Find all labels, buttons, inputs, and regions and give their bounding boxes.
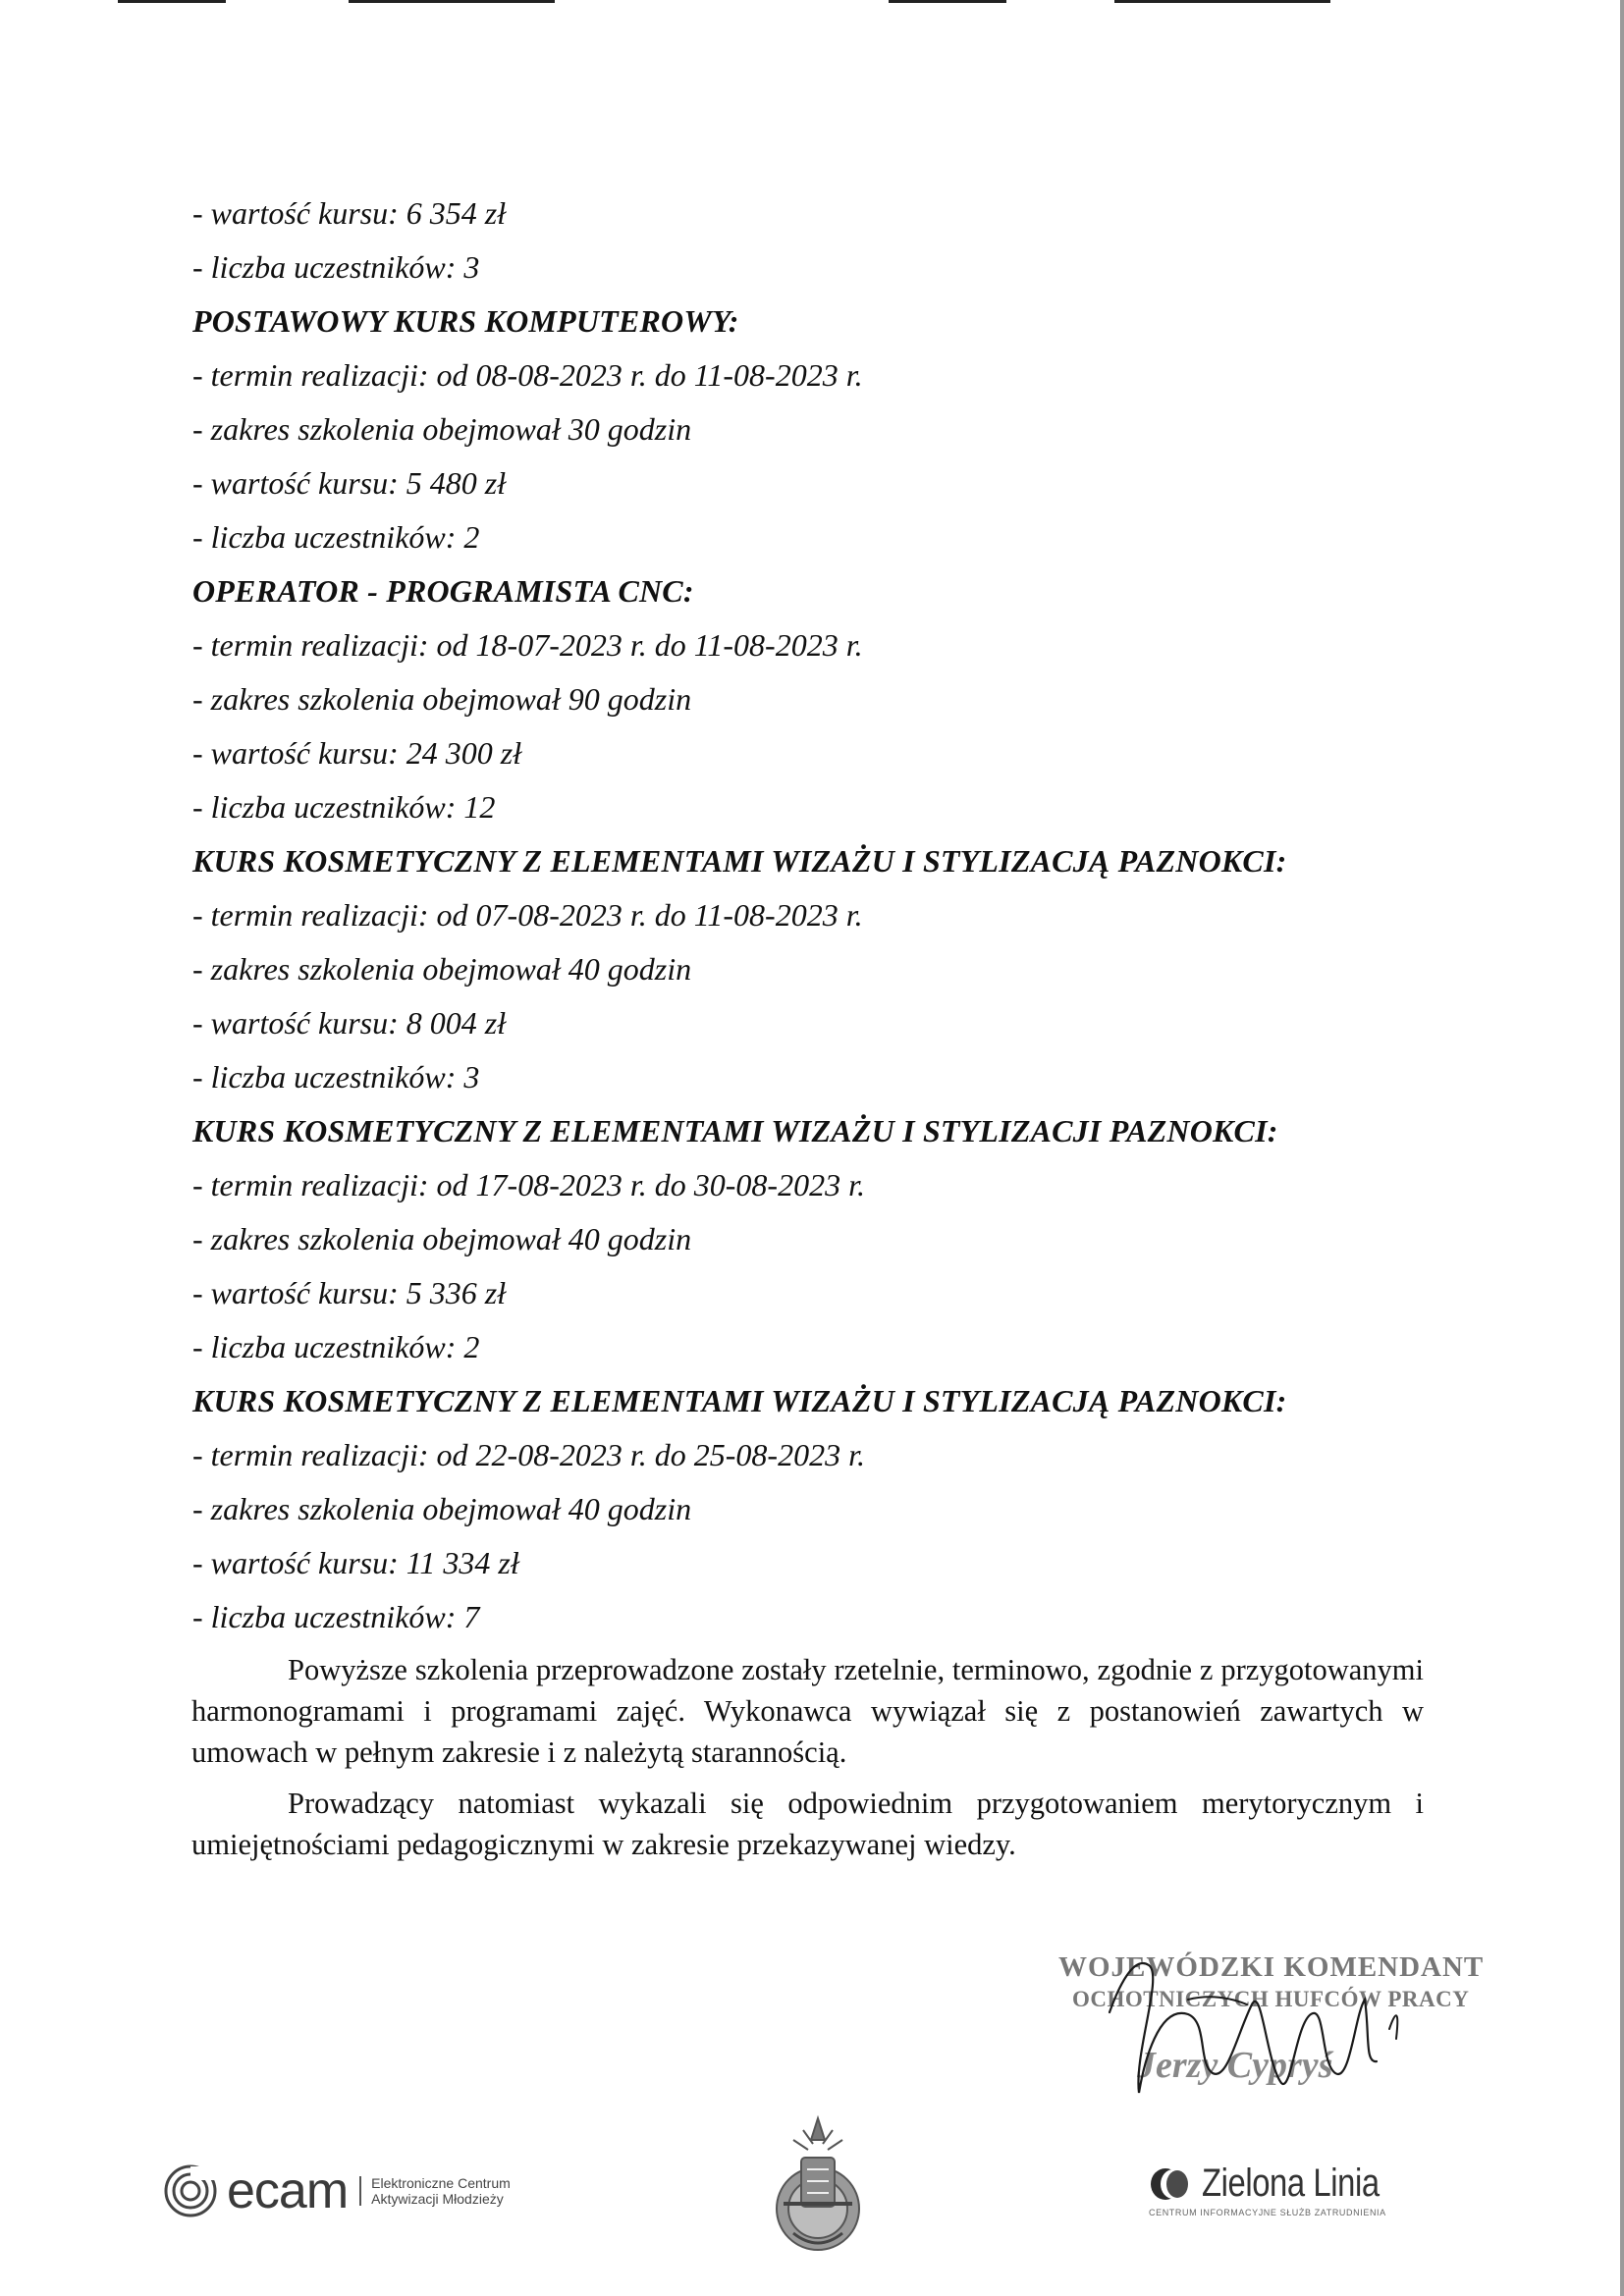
official-stamp: [1041, 1946, 1485, 2103]
course-detail-line: - zakres szkolenia obejmował 40 godzin: [192, 951, 692, 987]
course-detail-line: - wartość kursu: 5 336 zł: [192, 1275, 507, 1310]
course-detail-line: - liczba uczestników: 3: [192, 1059, 480, 1095]
stamp-subtitle: OCHOTNICZYCH HUFCÓW PRACY: [1072, 1987, 1470, 2011]
scan-top-rule: [349, 0, 555, 3]
course-heading: KURS KOSMETYCZNY Z ELEMENTAMI WIZAŻU I STYLIZACJI PAZNOKCI:: [192, 1113, 1278, 1148]
stamp-title: WOJEWÓDZKI KOMENDANT: [1058, 1951, 1485, 1983]
ecam-subtitle-line2: Aktywizacji Młodzieży: [371, 2191, 504, 2207]
course-detail-line: - zakres szkolenia obejmował 30 godzin: [192, 411, 692, 447]
course-heading: KURS KOSMETYCZNY Z ELEMENTAMI WIZAŻU I STYLIZACJĄ PAZNOKCI:: [192, 843, 1287, 879]
course-detail-line: - liczba uczestników: 12: [192, 789, 496, 825]
ecam-separator: [359, 2176, 361, 2206]
handwritten-signature: [1041, 1946, 1434, 2103]
course-detail-line: - wartość kursu: 5 480 zł: [192, 465, 507, 501]
course-heading: POSTAWOWY KURS KOMPUTEROWY:: [192, 303, 739, 339]
course-detail-line: - liczba uczestników: 2: [192, 519, 480, 555]
course-detail-line: - termin realizacji: od 22-08-2023 r. do 25-08-2023 r.: [192, 1437, 865, 1472]
zielona-linia-logo: [1149, 2162, 1418, 2217]
scan-top-rule: [889, 0, 1006, 3]
zielona-linia-wordmark: Zielona Linia: [1202, 2162, 1380, 2205]
zielona-linia-icon: [1149, 2164, 1194, 2204]
course-list: [192, 192, 1439, 1650]
page-footer: [0, 2101, 1624, 2296]
course-detail-line: - termin realizacji: od 08-08-2023 r. do 11-08-2023 r.: [192, 357, 863, 393]
course-detail-line: - zakres szkolenia obejmował 90 godzin: [192, 681, 692, 717]
course-heading: OPERATOR - PROGRAMISTA CNC:: [192, 573, 694, 609]
scan-top-rule: [118, 0, 226, 3]
course-detail-line: - zakres szkolenia obejmował 40 godzin: [192, 1491, 692, 1526]
ecam-logo: [162, 2162, 511, 2220]
course-detail-line: - wartość kursu: 6 354 zł: [192, 195, 507, 231]
scan-top-rule: [1114, 0, 1330, 3]
ecam-subtitle-line1: Elektroniczne Centrum: [371, 2175, 511, 2191]
course-heading: KURS KOSMETYCZNY Z ELEMENTAMI WIZAŻU I STYLIZACJĄ PAZNOKCI:: [192, 1383, 1287, 1418]
course-detail-line: - termin realizacji: od 07-08-2023 r. do 11-08-2023 r.: [192, 897, 863, 933]
stamp-name: Jerzy Cypryś: [1137, 2045, 1333, 2086]
course-detail-line: - wartość kursu: 8 004 zł: [192, 1005, 507, 1041]
paragraph-trainers: Prowadzący natomiast wykazali się odpowiednim przygotowaniem merytorycznym i umiejętnościami pedagogicznymi w zakresie przekazywanej wiedzy.: [191, 1787, 1424, 1861]
course-detail-line: - wartość kursu: 24 300 zł: [192, 735, 522, 771]
course-detail-line: - liczba uczestników: 2: [192, 1329, 480, 1364]
course-detail-line: - termin realizacji: od 18-07-2023 r. do 11-08-2023 r.: [192, 627, 863, 663]
zielona-linia-subtitle: CENTRUM INFORMACYJNE SŁUŻB ZATRUDNIENIA: [1149, 2208, 1386, 2217]
ecam-spiral-icon: [162, 2163, 219, 2219]
course-detail-line: - zakres szkolenia obejmował 40 godzin: [192, 1221, 692, 1256]
page-edge: [1620, 0, 1624, 2296]
closing-paragraphs: [191, 1649, 1424, 1875]
course-detail-line: - termin realizacji: od 17-08-2023 r. do 30-08-2023 r.: [192, 1167, 865, 1202]
paragraph-quality: Powyższe szkolenia przeprowadzone zostały rzetelnie, terminowo, zgodnie z przygotowanymi harmonogramami i programami zajęć. Wykonawca wywiązał się z postanowień zawartych w umowach w pełnym zakresie i z należytą starannością.: [191, 1653, 1424, 1769]
ecam-wordmark: ecam: [227, 2163, 349, 2219]
ohp-emblem-icon: [764, 2110, 872, 2258]
course-detail-line: - liczba uczestników: 7: [192, 1599, 480, 1634]
course-detail-line: - wartość kursu: 11 334 zł: [192, 1545, 519, 1580]
course-detail-line: - liczba uczestników: 3: [192, 249, 480, 285]
